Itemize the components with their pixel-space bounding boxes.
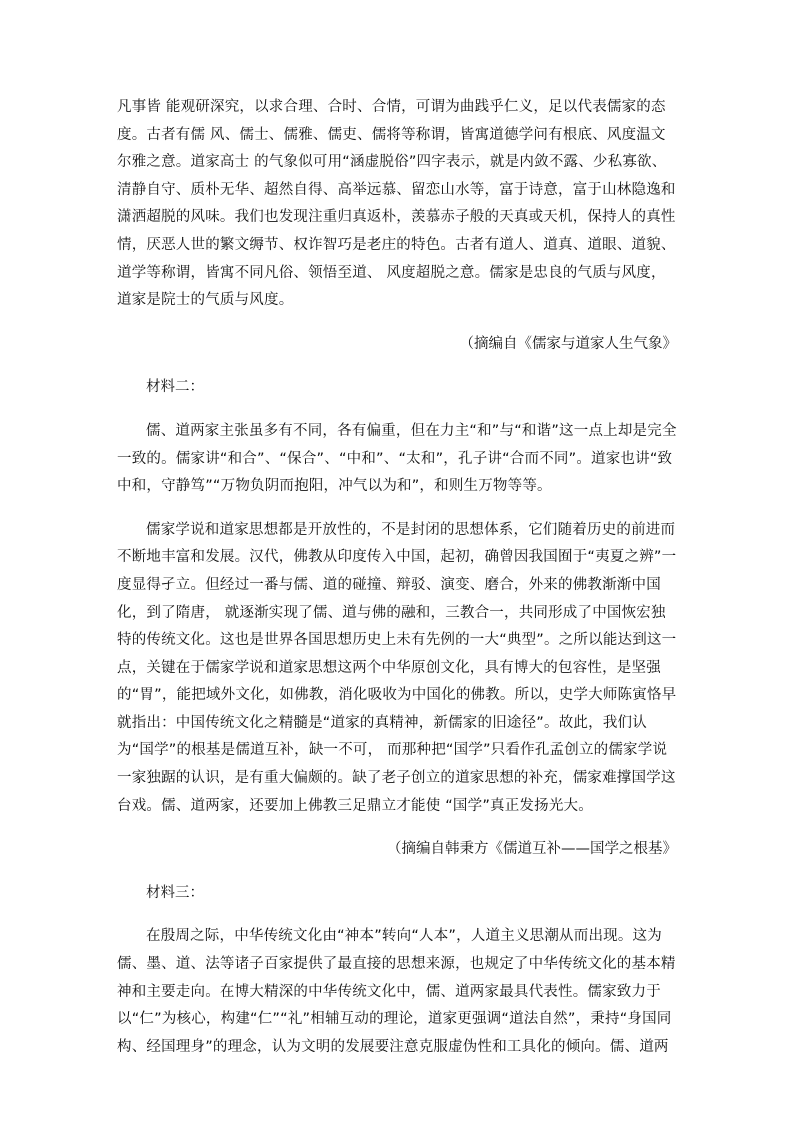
material-two-paragraph-2: 儒家学说和道家思想都是开放性的，不是封闭的思想体系，它们随着历史的前进而不断地丰富和发展。汉代，佛教从印度传入中国，起初，确曾因我国囿于“夷夏之辨”一度显得孑立。但经过一番与儒、道的碰撞、辩驳、演变、磨合，外来的佛教渐渐中国化，到了隋唐， 就逐渐实现了儒、道与佛的融和，三教合一，共同形成了中国恢宏独特的传统文化。这也是世界各国思想历史上未有先例的一大“典型”。之所以能达到这一点，关键在于儒家学说和道家思想这两个中华原创文化，具有博大的包容性，是坚强的“胃”，能把域外文化，如佛教，消化吸收为中国化的佛教。所以，史学大师陈寅恪早就指出：中国传统文化之精髓是“道家的真精神，新儒家的旧途径”。故此，我们认为“国学”的根基是儒道互补，缺一不可， 而那种把“国学”只看作孔孟创立的儒家学说一家独踞的认识，是有重大偏颇的。缺了老子创立的道家思想的补充，儒家难撑国学这台戏。儒、道两家，还要加上佛教三足鼎立才能使 “国学”真正发扬光大。 xyxy=(117,521,677,814)
material-two-paragraph-1: 儒、道两家主张虽多有不同，各有偏重，但在力主“和”与“和谐”这一点上却是完全一致的。儒家讲“和合”、“保合”、“中和”、“太和”，孔子讲“合而不同”。道家也讲“致中和，守静笃”“万物负阴而抱阳，冲气以为和”，和则生万物等等。 xyxy=(117,422,677,495)
material-one-paragraph: 凡事皆 能观研深究，以求合理、合时、合情，可谓为曲践乎仁义，足以代表儒家的态度。古者有儒 风、儒士、儒雅、儒吏、儒将等称谓，皆寓道德学问有根底、风度温文尔雅之意。道家高士 的气象似可用“涵虚脱俗”四字表示，就是内敛不露、少私寡欲、清静自守、质朴无华、超然自得、高举远慕、留恋山水等，富于诗意，富于山林隐逸和潇洒超脱的风味。我们也发现注重归真返朴，羡慕赤子般的天真或天机，保持人的真性情，厌恶人世的繁文缛节、权诈智巧是老庄的特色。古者有道人、道真、道眼、道貌、道学等称谓，皆寓不同凡俗、领悟至道、 风度超脱之意。儒家是忠良的气质与风度，道家是院士的气质与风度。 xyxy=(117,99,676,309)
material-two-heading: 材料二： xyxy=(146,379,204,396)
material-two-source: （摘编自韩秉方《儒道互补——国学之根基》 xyxy=(387,841,677,858)
material-one-source: （摘编自《儒家与道家人生气象》 xyxy=(459,335,677,352)
document-page xyxy=(117,94,677,1061)
material-three-heading: 材料三： xyxy=(146,884,204,901)
material-three-paragraph: 在殷周之际，中华传统文化由“神本”转向“人本”，人道主义思潮从而出现。这为儒、墨、道、法等诸子百家提供了最直接的思想来源，也规定了中华传统文化的基本精神和主要走向。在博大精深的中华传统文化中，儒、道两家最具代表性。儒家致力于以“仁”为核心，构建“仁”“礼”相辅互动的理论，道家更强调“道法自然”，秉持“身国同构、经国理身”的理念，认为文明的发展要注意克服虚伪性和工具化的倾向。儒、道两 xyxy=(117,928,676,1055)
